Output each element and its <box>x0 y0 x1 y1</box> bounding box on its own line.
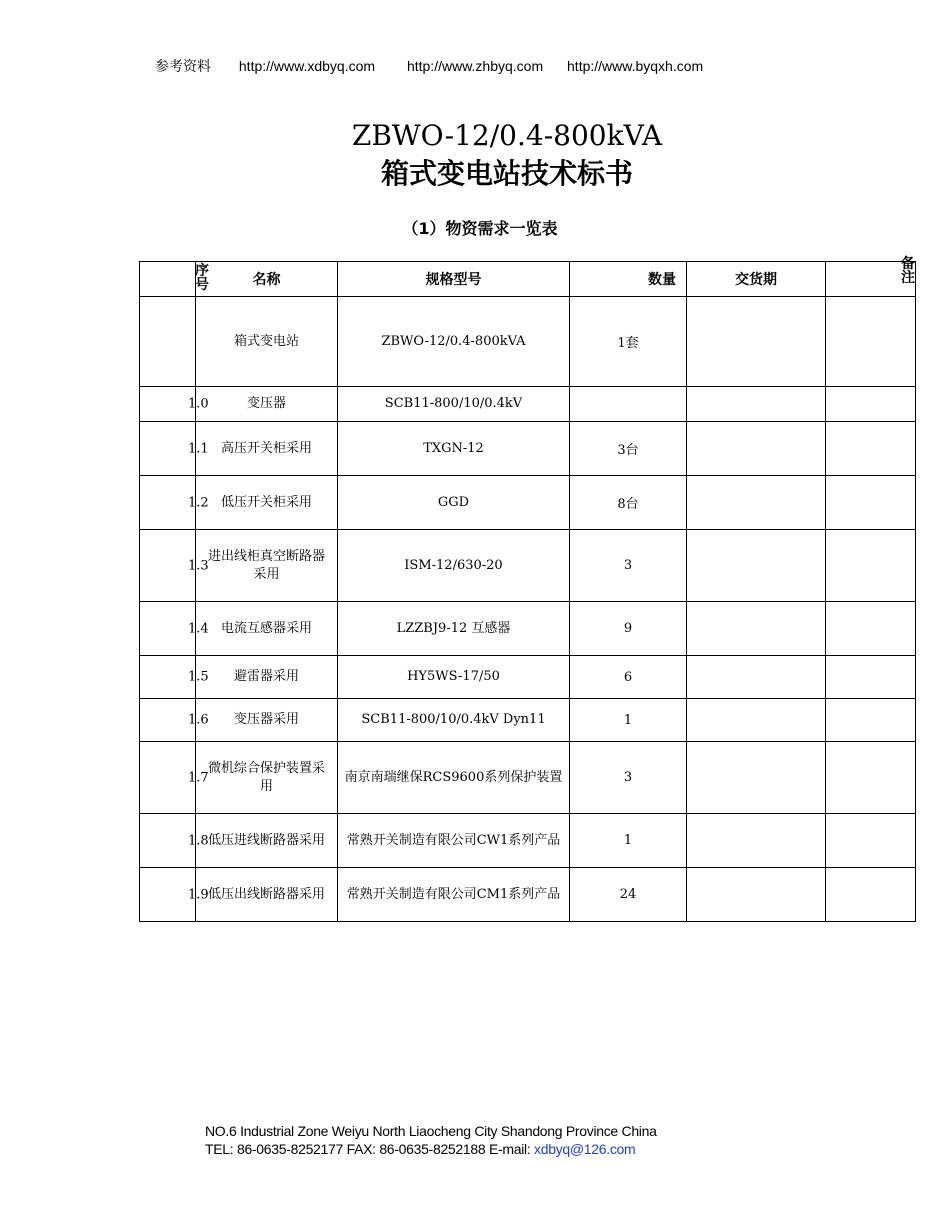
table-row <box>140 742 916 814</box>
cell-seq: 1.8 <box>140 814 196 868</box>
cell-seq: 1.4 <box>140 602 196 656</box>
cell-name: 高压开关柜采用 <box>196 422 338 476</box>
table-row <box>140 602 916 656</box>
cell-qty: 24 <box>570 868 687 922</box>
table-row <box>140 422 916 476</box>
cell-spec: 常熟开关制造有限公司CM1系列产品 <box>338 868 570 922</box>
cell-qty: 1套 <box>570 297 687 387</box>
table-row <box>140 814 916 868</box>
cell-spec: SCB11-800/10/0.4kV Dyn11 <box>338 699 570 742</box>
cell-name: 微机综合保护装置采用 <box>196 742 338 814</box>
cell-delivery <box>687 699 826 742</box>
cell-qty: 1 <box>570 699 687 742</box>
cell-qty: 3 <box>570 530 687 602</box>
header-note: 备注 <box>826 262 916 297</box>
cell-seq: 1.2 <box>140 476 196 530</box>
material-requirement-table <box>139 256 916 922</box>
cell-note <box>826 656 916 699</box>
cell-spec: ISM-12/630-20 <box>338 530 570 602</box>
cell-note <box>826 387 916 422</box>
cell-note <box>826 602 916 656</box>
footer-contact: TEL: 86-0635-8252177 FAX: 86-0635-8252188 E-mail: xdbyq@126.com <box>205 1141 636 1157</box>
cell-spec: ZBWO-12/0.4-800kVA <box>338 297 570 387</box>
table-header-row <box>140 262 916 297</box>
table-row <box>140 297 916 387</box>
cell-seq: 1.3 <box>140 530 196 602</box>
cell-seq: 1.9 <box>140 868 196 922</box>
table-row <box>140 530 916 602</box>
cell-delivery <box>687 814 826 868</box>
cell-spec: TXGN-12 <box>338 422 570 476</box>
page-header <box>155 56 703 76</box>
footer-address: NO.6 Industrial Zone Weiyu North Liaocheng City Shandong Province China <box>205 1123 657 1139</box>
header-name: 名称 <box>196 262 338 297</box>
cell-seq: 1.5 <box>140 656 196 699</box>
cell-note <box>826 742 916 814</box>
cell-spec: LZZBJ9-12 互感器 <box>338 602 570 656</box>
link-xdbyq[interactable]: http://www.xdbyq.com <box>238 58 376 74</box>
footer-email-link[interactable]: xdbyq@126.com <box>534 1141 636 1157</box>
cell-delivery <box>687 656 826 699</box>
cell-qty: 3台 <box>570 422 687 476</box>
cell-name: 变压器 <box>196 387 338 422</box>
cell-delivery <box>687 422 826 476</box>
header-delivery: 交货期 <box>687 262 826 297</box>
cell-note <box>826 422 916 476</box>
cell-note <box>826 297 916 387</box>
cell-qty <box>570 387 687 422</box>
cell-name: 进出线柜真空断路器采用 <box>196 530 338 602</box>
cell-delivery <box>687 742 826 814</box>
cell-seq: 1.1 <box>140 422 196 476</box>
cell-qty: 9 <box>570 602 687 656</box>
table-row <box>140 699 916 742</box>
table-row <box>140 656 916 699</box>
cell-note <box>826 476 916 530</box>
cell-qty: 3 <box>570 742 687 814</box>
link-byqxh[interactable]: http://www.byqxh.com <box>567 58 704 74</box>
cell-seq: 1.6 <box>140 699 196 742</box>
cell-qty: 6 <box>570 656 687 699</box>
cell-seq: 1.0 <box>140 387 196 422</box>
cell-note <box>826 814 916 868</box>
header-spec: 规格型号 <box>338 262 570 297</box>
link-zhbyq[interactable]: http://www.zhbyq.com <box>406 58 544 74</box>
cell-spec: GGD <box>338 476 570 530</box>
cell-spec: SCB11-800/10/0.4kV <box>338 387 570 422</box>
cell-name: 电流互感器采用 <box>196 602 338 656</box>
cell-note <box>826 868 916 922</box>
cell-note <box>826 699 916 742</box>
cell-spec: 常熟开关制造有限公司CW1系列产品 <box>338 814 570 868</box>
cell-delivery <box>687 387 826 422</box>
cell-delivery <box>687 868 826 922</box>
cell-spec: 南京南瑞继保RCS9600系列保护装置 <box>338 742 570 814</box>
cell-name: 避雷器采用 <box>196 656 338 699</box>
cell-name: 箱式变电站 <box>196 297 338 387</box>
page-footer <box>205 1122 657 1158</box>
cell-name: 低压开关柜采用 <box>196 476 338 530</box>
header-qty: 数量 <box>570 262 687 297</box>
cell-spec: HY5WS-17/50 <box>338 656 570 699</box>
header-seq: 序号 <box>140 262 196 297</box>
doc-title: 箱式变电站技术标书 <box>380 157 633 190</box>
cell-seq <box>140 297 196 387</box>
doc-title-model: ZBWO-12/0.4-800kVA <box>351 119 663 152</box>
cell-name: 变压器采用 <box>196 699 338 742</box>
table-row <box>140 868 916 922</box>
cell-delivery <box>687 602 826 656</box>
table-row <box>140 476 916 530</box>
cell-seq: 1.7 <box>140 742 196 814</box>
cell-qty: 1 <box>570 814 687 868</box>
reference-label: 参考资料 <box>155 58 211 74</box>
cell-delivery <box>687 530 826 602</box>
cell-name: 低压出线断路器采用 <box>196 868 338 922</box>
section-subtitle: （1）物资需求一览表 <box>402 219 558 238</box>
cell-name: 低压进线断路器采用 <box>196 814 338 868</box>
cell-delivery <box>687 476 826 530</box>
table-row <box>140 387 916 422</box>
cell-qty: 8台 <box>570 476 687 530</box>
cell-delivery <box>687 297 826 387</box>
cell-note <box>826 530 916 602</box>
